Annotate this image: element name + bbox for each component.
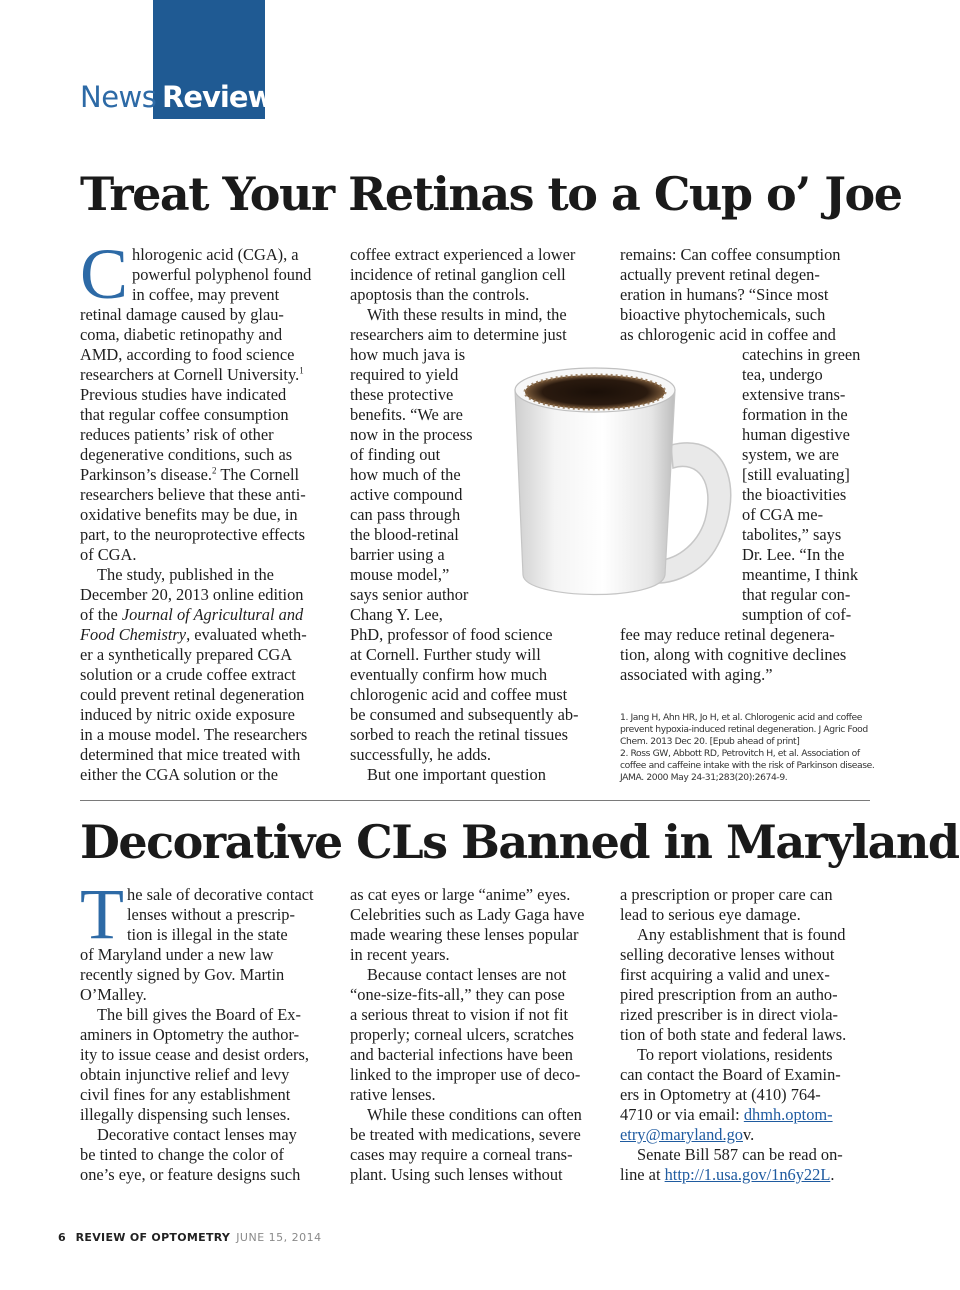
- magazine-name: REVIEW OF OPTOMETRY: [75, 1231, 231, 1244]
- article-1-references: [620, 712, 880, 784]
- text-line: chlorogenic acid and coffee must: [350, 685, 568, 704]
- text-line: ity to issue cease and desist orders,: [80, 1045, 309, 1064]
- email-link-part-1[interactable]: dhmh.optom-: [743, 1105, 833, 1124]
- section-divider: [80, 800, 870, 801]
- article-2-column-3: [620, 885, 875, 1185]
- article-1-column-1: [80, 234, 335, 785]
- text-line: that regular con-: [742, 585, 851, 604]
- text-line: [620, 1165, 875, 1185]
- text-line: illegally dispensing such lenses.: [80, 1105, 291, 1124]
- text-line: [80, 605, 335, 625]
- text-line: Because contact lenses are not: [367, 965, 567, 984]
- text-line: can pass through: [350, 505, 461, 524]
- article-2-drop-cap: T: [80, 874, 124, 954]
- page-number: 6: [58, 1231, 66, 1244]
- text-line: successfully, he adds.: [350, 745, 491, 764]
- text-line: ers in Optometry at (410) 764-: [620, 1085, 821, 1104]
- journal-title: Food Chemistry: [80, 625, 187, 644]
- text-line: meantime, I think: [742, 565, 859, 584]
- text-line: in a mouse model. The researchers: [80, 725, 308, 744]
- text-line: of CGA me-: [742, 505, 824, 524]
- text-line: researchers aim to determine just: [350, 325, 567, 344]
- text-line: first acquiring a valid and unex-: [620, 965, 830, 984]
- text-line: eration in humans? “Since most: [620, 285, 829, 304]
- text-line: be consumed and subsequently ab-: [350, 705, 579, 724]
- reference-line: prevent hypoxia-induced retinal degeneration. J Agric Food: [620, 724, 868, 735]
- text-line: “one-size-fits-all,” they can pose: [350, 985, 565, 1004]
- text-run: 4710 or via email:: [620, 1105, 744, 1124]
- text-line: cases may require a corneal trans-: [350, 1145, 573, 1164]
- text-line: system, we are: [742, 445, 839, 464]
- text-run: The Cornell: [216, 465, 300, 484]
- text-line: AMD, according to food science: [80, 345, 295, 364]
- text-line: researchers believe that these anti-: [80, 485, 306, 504]
- text-line: sorbed to reach the retinal tissues: [350, 725, 569, 744]
- text-line: powerful polyphenol found: [132, 265, 312, 284]
- senate-bill-link[interactable]: http://1.usa.gov/1n6y22L: [664, 1165, 831, 1184]
- text-line: To report violations, residents: [637, 1045, 833, 1064]
- reference-line: coffee and caffeine intake with the risk of Parkinson disease.: [620, 760, 875, 771]
- text-line: these protective: [350, 385, 454, 404]
- section-label-news: News: [80, 80, 157, 114]
- text-run: v.: [742, 1125, 755, 1144]
- text-line: apoptosis than the controls.: [350, 285, 530, 304]
- text-line: But one important question: [367, 765, 546, 784]
- text-run: .: [830, 1165, 835, 1184]
- text-line: Celebrities such as Lady Gaga have: [350, 905, 585, 924]
- text-line: extensive trans-: [742, 385, 846, 404]
- text-line: selling decorative lenses without: [620, 945, 835, 964]
- text-run: Parkinson’s disease.: [80, 465, 213, 484]
- footnote-ref-1: 1: [299, 365, 304, 376]
- text-line: December 20, 2013 online edition: [80, 585, 304, 604]
- text-line: er a synthetically prepared CGA: [80, 645, 293, 664]
- text-line: [620, 1105, 875, 1125]
- text-line: pired prescription from an autho-: [620, 985, 838, 1004]
- article-2-headline: Decorative CLs Banned in Maryland: [80, 815, 959, 869]
- text-line: benefits. “We are: [350, 405, 463, 424]
- text-line: [620, 1125, 875, 1145]
- text-line: catechins in green: [742, 345, 861, 364]
- text-line: Any establishment that is found: [637, 925, 846, 944]
- text-line: Chang Y. Lee,: [350, 605, 443, 624]
- text-line: rized prescriber is in direct viola-: [620, 1005, 838, 1024]
- issue-date: JUNE 15, 2014: [236, 1231, 322, 1244]
- text-line: as cat eyes or large “anime” eyes.: [350, 885, 571, 904]
- text-line: reduces patients’ risk of other: [80, 425, 274, 444]
- text-line: required to yield: [350, 365, 459, 384]
- text-line: one’s eye, or feature designs such: [80, 1165, 301, 1184]
- text-line: Decorative contact lenses may: [97, 1125, 297, 1144]
- text-line: The study, published in the: [97, 565, 274, 584]
- text-line: coffee extract experienced a lower: [350, 245, 576, 264]
- text-run: , evaluated wheth-: [186, 625, 307, 644]
- text-line: tion of both state and federal laws.: [620, 1025, 847, 1044]
- text-line: lenses without a prescrip-: [127, 905, 295, 924]
- article-1-column-3: [620, 245, 875, 685]
- reference-line: JAMA. 2000 May 24-31;283(20):2674-9.: [620, 772, 788, 783]
- text-line: PhD, professor of food science: [350, 625, 553, 644]
- text-line: eventually confirm how much: [350, 665, 548, 684]
- text-line: fee may reduce retinal degenera-: [620, 625, 835, 644]
- text-line: part, to the neuroprotective effects: [80, 525, 305, 544]
- reference-line: Chem. 2013 Dec 20. [Epub ahead of print]: [620, 736, 800, 747]
- text-line: incidence of retinal ganglion cell: [350, 265, 566, 284]
- text-line: [80, 625, 335, 645]
- text-line: how much java is: [350, 345, 466, 364]
- text-line: a serious threat to vision if not fit: [350, 1005, 569, 1024]
- text-run: of the: [80, 605, 122, 624]
- text-line: the blood-retinal: [350, 525, 459, 544]
- text-run: researchers at Cornell University.: [80, 365, 300, 384]
- text-line: recently signed by Gov. Martin: [80, 965, 285, 984]
- text-line: coma, diabetic retinopathy and: [80, 325, 283, 344]
- text-line: made wearing these lenses popular: [350, 925, 579, 944]
- text-line: induced by nitric oxide exposure: [80, 705, 295, 724]
- text-line: at Cornell. Further study will: [350, 645, 541, 664]
- text-line: remains: Can coffee consumption: [620, 245, 841, 264]
- text-line: O’Malley.: [80, 985, 147, 1004]
- footnote-ref-2: 2: [212, 465, 217, 476]
- text-line: [still evaluating]: [742, 465, 850, 484]
- text-line: the bioactivities: [742, 485, 847, 504]
- text-line: obtain injunctive relief and levy: [80, 1065, 290, 1084]
- text-line: mouse model,”: [350, 565, 450, 584]
- section-label-review: Review: [162, 80, 274, 114]
- text-line: and bacterial infections have been: [350, 1045, 573, 1064]
- text-line: sumption of cof-: [742, 605, 852, 624]
- text-line: Senate Bill 587 can be read on-: [637, 1145, 843, 1164]
- text-line: as chlorogenic acid in coffee and: [620, 325, 836, 344]
- article-1-headline: Treat Your Retinas to a Cup o’ Joe: [80, 167, 902, 221]
- text-line: barrier using a: [350, 545, 445, 564]
- text-line: a prescription or proper care can: [620, 885, 833, 904]
- text-line: rative lenses.: [350, 1085, 436, 1104]
- text-line: Previous studies have indicated: [80, 385, 287, 404]
- text-line: tion is illegal in the state: [127, 925, 288, 944]
- text-line: of finding out: [350, 445, 441, 464]
- text-line: The bill gives the Board of Ex-: [97, 1005, 301, 1024]
- text-line: associated with aging.”: [620, 665, 773, 684]
- text-line: Dr. Lee. “In the: [742, 545, 845, 564]
- text-line: now in the process: [350, 425, 473, 444]
- text-line: human digestive: [742, 425, 850, 444]
- text-line: linked to the improper use of deco-: [350, 1065, 581, 1084]
- text-line: While these conditions can often: [367, 1105, 582, 1124]
- text-line: hlorogenic acid (CGA), a: [132, 245, 299, 264]
- text-line: that regular coffee consumption: [80, 405, 289, 424]
- text-line: tabolites,” says: [742, 525, 842, 544]
- text-line: bioactive phytochemicals, such: [620, 305, 826, 324]
- text-line: of CGA.: [80, 545, 137, 564]
- text-line: actually prevent retinal degen-: [620, 265, 820, 284]
- text-line: [80, 365, 335, 385]
- page-footer: [58, 1231, 322, 1244]
- text-line: be tinted to change the color of: [80, 1145, 284, 1164]
- text-line: of Maryland under a new law: [80, 945, 274, 964]
- reference-line: 2. Ross GW, Abbott RD, Petrovitch H, et al. Association of: [620, 748, 860, 759]
- text-line: With these results in mind, the: [367, 305, 567, 324]
- article-2-column-2: [350, 885, 605, 1185]
- text-line: retinal damage caused by glau-: [80, 305, 284, 324]
- text-line: be treated with medications, severe: [350, 1125, 581, 1144]
- text-line: solution or a crude coffee extract: [80, 665, 296, 684]
- text-line: plant. Using such lenses without: [350, 1165, 563, 1184]
- text-line: he sale of decorative contact: [127, 885, 314, 904]
- article-2-column-1: [80, 874, 335, 1185]
- text-line: in coffee, may prevent: [132, 285, 280, 304]
- reference-line: 1. Jang H, Ahn HR, Jo H, et al. Chlorogenic acid and coffee: [620, 712, 863, 723]
- text-line: degenerative conditions, such as: [80, 445, 293, 464]
- text-line: how much of the: [350, 465, 461, 484]
- text-line: oxidative benefits may be due, in: [80, 505, 298, 524]
- text-line: can contact the Board of Examin-: [620, 1065, 841, 1084]
- text-line: in recent years.: [350, 945, 450, 964]
- text-line: determined that mice treated with: [80, 745, 301, 764]
- journal-title: Journal of Agricultural and: [121, 605, 304, 624]
- text-run: line at: [620, 1165, 665, 1184]
- text-line: [80, 465, 335, 485]
- text-line: civil fines for any establishment: [80, 1085, 291, 1104]
- text-line: either the CGA solution or the: [80, 765, 279, 784]
- text-line: formation in the: [742, 405, 848, 424]
- text-line: says senior author: [350, 585, 469, 604]
- text-line: tion, along with cognitive declines: [620, 645, 847, 664]
- text-line: tea, undergo: [742, 365, 823, 384]
- text-line: active compound: [350, 485, 463, 504]
- article-1-drop-cap: C: [80, 234, 129, 314]
- email-link-part-2[interactable]: etry@maryland.go: [620, 1125, 743, 1144]
- text-line: could prevent retinal degeneration: [80, 685, 305, 704]
- text-line: properly; corneal ulcers, scratches: [350, 1025, 574, 1044]
- text-line: lead to serious eye damage.: [620, 905, 801, 924]
- text-line: aminers in Optometry the author-: [80, 1025, 300, 1044]
